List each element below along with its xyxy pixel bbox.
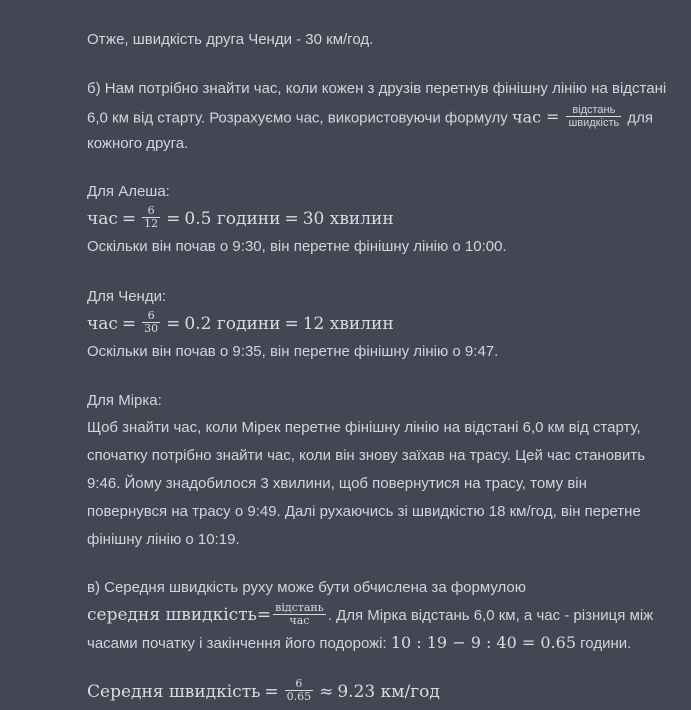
formula-equals: =	[546, 107, 560, 127]
mirko-line: Щоб знайти час, коли Мірек перетне фінішну лінію на відстані 6,0 км від старту,	[87, 419, 641, 436]
chendi-conclusion: Оскільки він почав о 9:35, він перетне фінішну лінію о 9:47.	[87, 343, 499, 360]
part-c-line-3	[87, 633, 631, 654]
formula-denominator: швидкість	[568, 117, 620, 129]
part-c-line-3-text: часами початку і закінчення його подорожі:	[87, 635, 391, 652]
alesh-heading: Для Алеша:	[87, 183, 170, 200]
final-value: 9.23	[337, 682, 376, 702]
chat-message-content	[87, 0, 687, 710]
alesh-den: 12	[144, 217, 159, 230]
time-difference-math: 10 : 19 − 9 : 40 = 0.65	[390, 633, 576, 652]
chendi-result-1: 0.2	[184, 314, 212, 334]
chendi-heading: Для Ченди:	[87, 288, 167, 305]
final-fraction	[285, 678, 314, 703]
alesh-lhs: час	[87, 209, 118, 229]
part-c-line-1: в) Середня швидкість руху може бути обчислена за формулою	[87, 579, 527, 596]
alesh-num: 6	[142, 205, 160, 218]
alesh-conclusion: Оскільки він почав о 9:30, він перетне фінішну лінію о 10:00.	[87, 238, 507, 255]
mirko-line: повернувся на трасу о 9:49. Далі рухаючись зі швидкістю 18 км/год, він перетне	[87, 503, 641, 520]
mirko-line: спочатку потрібно знайти час, коли він знову заїхав на трасу. Цей час становить	[87, 447, 646, 464]
final-den: 0.65	[286, 690, 312, 703]
final-num: 6	[285, 678, 314, 691]
final-unit: км/год	[380, 682, 440, 702]
chendi-fraction	[142, 310, 160, 335]
alesh-unit-2: хвилин	[329, 209, 394, 229]
paragraph-chendi-speed: Отже, швидкість друга Ченди - 30 км/год.	[87, 31, 374, 48]
chendi-result-2: 12	[302, 314, 325, 334]
part-c-line-2-text: . Для Мірка відстань 6,0 км, а час - різниця між	[327, 607, 654, 624]
chendi-den: 30	[144, 322, 159, 335]
chendi-unit-1: години	[216, 314, 281, 334]
alesh-unit-1: години	[216, 209, 281, 229]
alesh-result-2: 30	[302, 209, 325, 229]
avg-speed-num: відстань	[275, 600, 324, 614]
part-b-line-3: кожного друга.	[87, 135, 189, 152]
part-b-line-2-tail: для	[623, 109, 654, 127]
chendi-num: 6	[142, 310, 160, 323]
chendi-formula: час = $\frac{6}{30}$ = 0.2 години = 12 хвилин	[87, 309, 394, 335]
avg-speed-den: час	[289, 613, 310, 627]
alesh-formula: час = $\frac{6}{12}$ = 0.5 години = 30 хвилин	[87, 204, 394, 230]
part-b-line-1: б) Нам потрібно знайти час, коли кожен з друзів перетнув фінішну лінію на відстані	[87, 80, 667, 97]
chendi-unit-2: хвилин	[329, 314, 394, 334]
chendi-lhs: час	[87, 314, 118, 334]
avg-speed-lhs: середня швидкість	[87, 605, 257, 625]
part-c-line-3-tail: години.	[576, 635, 632, 652]
final-lhs: Середня швидкість	[87, 682, 261, 702]
formula-fraction	[566, 104, 621, 129]
mirko-line: 9:46. Йому знадобилося 3 хвилини, щоб повернутися на трасу, тому він	[87, 475, 587, 492]
part-c-line-2: середня швидкість= $\frac{\text{відстань}}{\text{час}}$ . Для Мірка відстань 6,0 км, а час - різниця між	[87, 600, 654, 627]
avg-speed-fraction	[273, 602, 326, 627]
part-b-line-2	[87, 106, 653, 131]
mirko-line: фінішну лінію о 10:19.	[87, 531, 240, 548]
alesh-result-1: 0.5	[184, 209, 212, 229]
mirko-heading: Для Мірка:	[87, 392, 162, 409]
formula-numerator: відстань	[566, 104, 621, 117]
final-avg-speed-formula: Середня швидкість = $\frac{6}{0.65}$ ≈ 9.23 км/год	[87, 677, 440, 703]
alesh-fraction	[142, 205, 160, 230]
part-b-line-2-text: 6,0 км від старту. Розрахуємо час, використовуючи формулу	[87, 109, 512, 127]
approx-sign: ≈	[319, 682, 334, 702]
formula-time-lhs: час	[511, 107, 542, 127]
